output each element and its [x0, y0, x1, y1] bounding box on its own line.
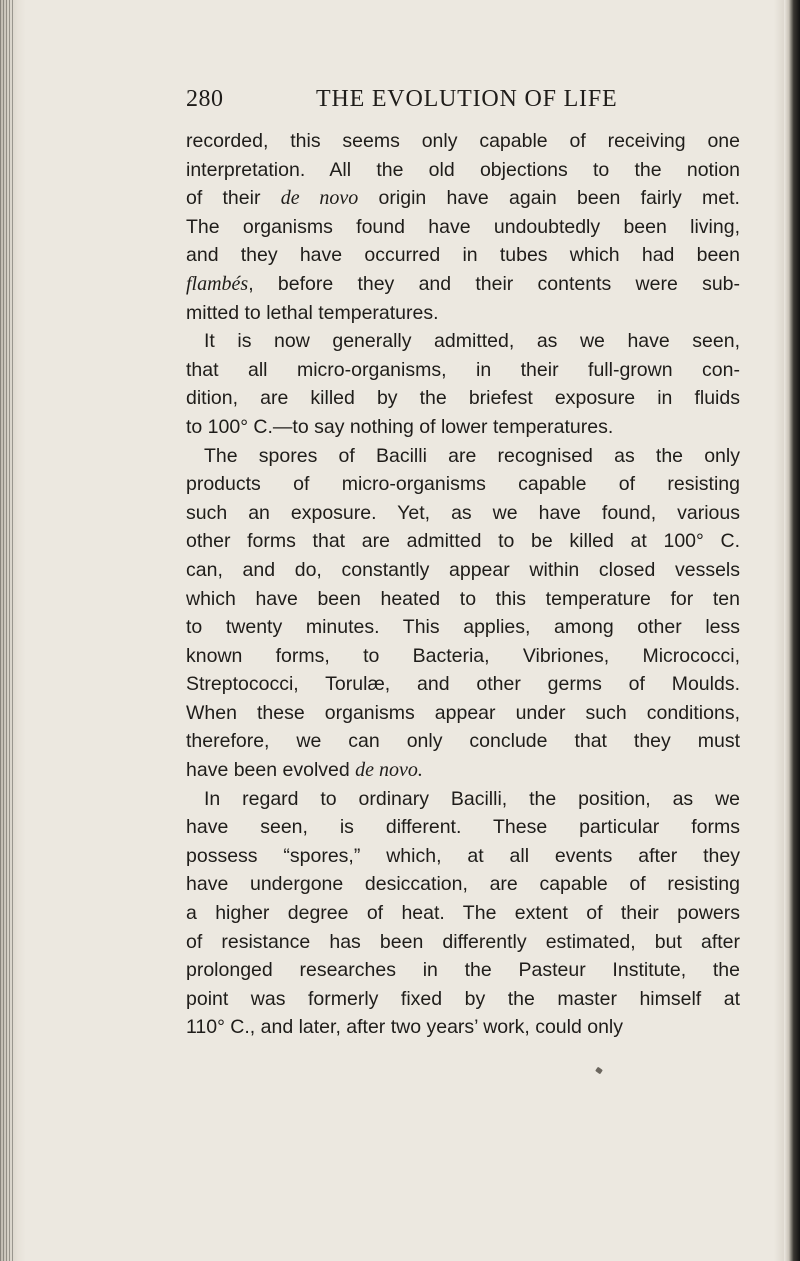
text-line: to twenty minutes. This applies, among other less	[186, 616, 740, 639]
text-line: of resistance has been differently estimated, but after	[186, 930, 740, 953]
text-line: can, and do, constantly appear within closed vessels	[186, 558, 740, 581]
text-line: have seen, is different. These particular forms	[186, 816, 740, 839]
text-line	[186, 270, 740, 299]
page-stack-edge-right	[784, 0, 800, 1261]
text-line: other forms that are admitted to be killed at 100° C.	[186, 530, 740, 553]
text-span: have been evolved	[186, 759, 356, 782]
text-line: possess “spores,” which, at all events after they	[186, 844, 740, 867]
text-span: origin have again been fairly met.	[358, 187, 740, 210]
text-line: point was formerly fixed by the master himself at	[186, 987, 740, 1010]
text-line: products of micro-organisms capable of resisting	[186, 473, 740, 496]
body-text	[186, 127, 740, 1042]
text-span: of their	[186, 187, 281, 210]
text-line	[186, 184, 740, 213]
text-line: a higher degree of heat. The extent of their powers	[186, 902, 740, 925]
running-head	[186, 86, 746, 120]
ink-speck	[595, 1067, 603, 1075]
text-line	[186, 756, 740, 785]
italic-word-flambes: flambés	[186, 272, 249, 295]
paragraph-start: It is now generally admitted, as we have seen,	[204, 330, 740, 353]
running-title: THE EVOLUTION OF LIFE	[316, 86, 618, 112]
text-line: that all micro-organisms, in their full-grown con-	[186, 358, 740, 381]
text-line: dition, are killed by the briefest exposure in fluids	[186, 387, 740, 410]
text-line: therefore, we can only conclude that they must	[186, 730, 740, 753]
text-line: to 100° C.—to say nothing of lower temperatures.	[186, 415, 614, 438]
page-number: 280	[186, 86, 224, 112]
page-gutter-shadow-right	[774, 0, 784, 1261]
text-line: 110° C., and later, after two years’ work, could only	[186, 1016, 624, 1039]
text-span: , before they and their contents were sub-	[248, 272, 740, 295]
paragraph-start: The spores of Bacilli are recognised as the only	[204, 444, 740, 467]
text-line: such an exposure. Yet, as we have found, various	[186, 501, 740, 524]
text-line: interpretation. All the old objections to the notion	[186, 158, 740, 181]
italic-phrase-de-novo: de novo	[280, 187, 359, 210]
text-line: mitted to lethal temperatures.	[186, 301, 439, 324]
text-line: The organisms found have undoubtedly been living,	[186, 215, 740, 238]
italic-phrase-de-novo: de novo.	[355, 759, 423, 782]
text-line: have undergone desiccation, are capable of resisting	[186, 873, 740, 896]
text-line: recorded, this seems only capable of receiving one	[186, 130, 740, 152]
page-stack-edge-left	[0, 0, 14, 1261]
text-line: prolonged researches in the Pasteur Institute, the	[186, 959, 740, 982]
paragraph-start: In regard to ordinary Bacilli, the position, as we	[204, 787, 740, 810]
text-line: When these organisms appear under such conditions,	[186, 701, 740, 724]
text-line: which have been heated to this temperature for ten	[186, 587, 740, 610]
text-line: Streptococci, Torulæ, and other germs of Moulds.	[186, 673, 740, 696]
text-line: known forms, to Bacteria, Vibriones, Micrococci,	[186, 644, 740, 667]
text-line: and they have occurred in tubes which had been	[186, 244, 740, 267]
